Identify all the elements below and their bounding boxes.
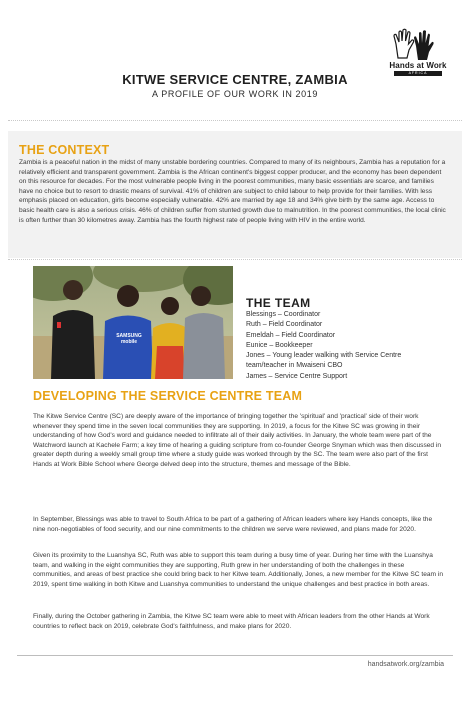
page-subtitle: A PROFILE OF OUR WORK IN 2019	[152, 89, 318, 99]
team-member: team/teacher in Mwaiseni CBO	[246, 362, 343, 370]
team-member: Blessings – Coordinator	[246, 311, 321, 318]
team-list	[246, 310, 446, 382]
developing-heading: DEVELOPING THE SERVICE CENTRE TEAM	[33, 389, 303, 403]
team-member: Eunice – Bookkeeper	[246, 341, 313, 349]
developing-paragraph: The Kitwe Service Centre (SC) are deeply aware of the importance of bringing together the 'spiritual' and 'practical' side of their work whenever they spend time in the seven local communities they are supporting. In 2019, a focus for the Kitwe SC was growing in their understanding of how God's word and guidance needed to infiltrate all of their daily activities. In January, the whole team were part of the Watchword launch at Kachele Farm; a key time of hearing a guiding scripture from co-founder George Snyman which was then discussed in greater depth during a weekly small group time where a study guide was worked through by the SC. The team were also part of the first Hands at Work Bible School where George delved deep into the structure, themes and message of the Bible.	[33, 413, 442, 468]
logo-text: Hands at Work	[389, 61, 447, 70]
context-heading: THE CONTEXT	[19, 143, 110, 157]
hands-at-work-logo	[388, 28, 448, 78]
section-divider	[8, 259, 462, 260]
jersey-text: SAMSUNG mobile	[116, 333, 142, 345]
page-title: KITWE SERVICE CENTRE, ZAMBIA	[122, 72, 348, 87]
context-body: Zambia is a peaceful nation in the midst of many unstable bordering countries. Compared to many of its neighbours, Zambia has a reputation for a relatively efficient and transparent government. Zambia is the African continent's biggest copper producer, and the economy has been dependent on this resource for decades. For the most vulnerable people living in the poorest communities, many basic essentials are scarce, and families have no choice but to resort to drastic means of survival. 41% of children are subject to child labour to help provide for their families. With less emphasis placed on education, girls become especially vulnerable. 42% are married by age 18 and 34% give birth by the same age. Access to basic health care is also a serious crisis. 46% of children suffer from stunted growth due to malnutrition. In the poorest communities, the local clinic is often further than 30 kilometres away. Zambia has the fourth highest rate of people living with HIV in the entire world.	[19, 159, 446, 224]
hands-logo-icon	[392, 28, 444, 62]
team-photo	[33, 266, 233, 379]
team-member: Ruth – Field Coordinator	[246, 321, 323, 329]
section-divider	[8, 120, 462, 121]
developing-paragraph: Given its proximity to the Luanshya SC, Ruth was able to support this team during a busy time of year. During her time with the Luanshya team, and walking in the eight communities they are supporting, Ruth grew in her understanding of both the challenges in these communities, and areas of best practice she could bring back to her Kitwe team. Additionally, Jones, a new member for the Kitwe SC team in 2019, spent time walking in both Kitwe and Luanshya communities to understand the unique challenges and best practice in both areas.	[33, 552, 443, 588]
developing-paragraph: Finally, during the October gathering in Zambia, the Kitwe SC team were able to meet with African leaders from the other Hands at Work countries to reflect back on 2019, celebrate God's faithfulness, and make plans for 2020.	[33, 613, 430, 630]
team-member: Emeldah – Field Coordinator	[246, 331, 336, 339]
developing-paragraph: In September, Blessings was able to travel to South Africa to be part of a gathering of African leaders where key Hands concepts, like the nine non-negotiables of food security, and our nine commitments to the children we serve were reviewed, and plans made for 2020.	[33, 516, 433, 533]
team-member: Jones – Young leader walking with Service Centre	[246, 352, 402, 360]
footer-divider	[17, 655, 453, 656]
logo-region-bar: AFRICA	[394, 71, 442, 76]
team-member: James – Service Centre Support	[246, 372, 348, 380]
footer-url: handsatwork.org/zambia	[367, 661, 444, 668]
team-heading: THE TEAM	[246, 296, 311, 310]
